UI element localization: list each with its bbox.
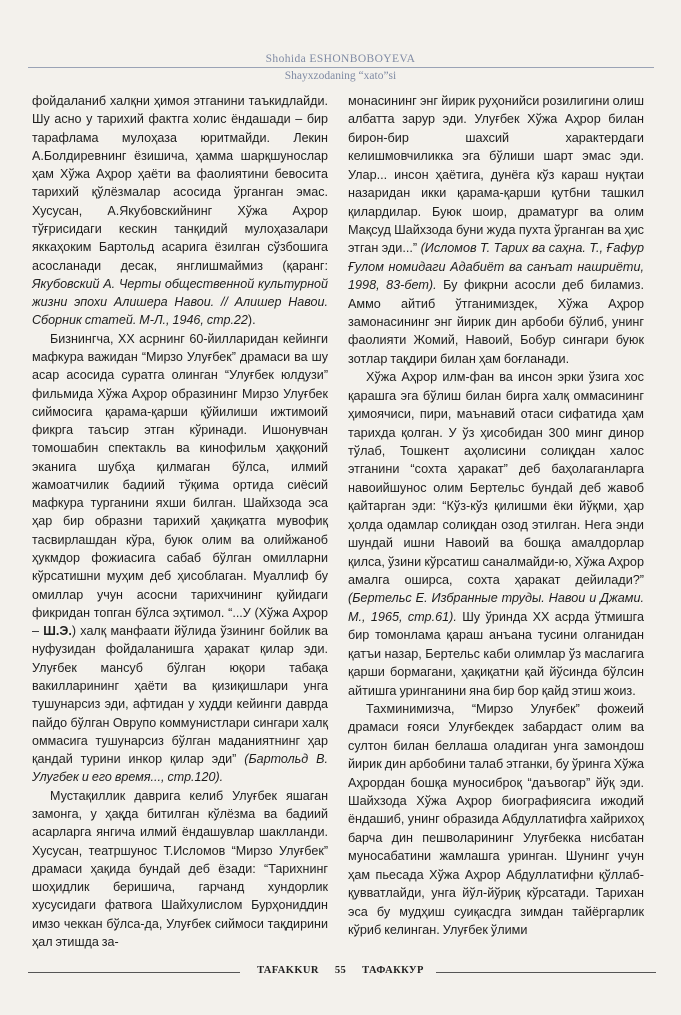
citation: (Исломов Т. Тарих ва саҳна. Т., Ғафур Ғулом номидаги Адабиёт ва санъат нашриёти, 1998, 83-бет). (348, 241, 644, 293)
text-run: монасининг энг йирик руҳонийси розилигини олиш албатта зарур эди. Улуғбек Хўжа Аҳрор билан бирон-бир шахсий характердаги келишмовчиликка эга бўлиши шарт эмас эди. Улар... инсон ҳаётига, дунёга кўз караш нуқтаи назаридан икки қарама-қарши қутбни ташкил қилардилар. Буюк шоир, драматург ва олим Мақсуд Шайхзода буни жуда пухта ўрганган ва ҳис этган эди...” (348, 94, 644, 256)
text-run: ) халқ манфаати йўлида ўзининг бойлик ва нуфузидан фойдаланишга ҳаракат қилар эди. Улуғбек мансуб бўлган юқори табақа вакилларининг ҳаёти ва қизиқишлари унга тушунарсиз эди, афтидан у худди кейинги даврда пайдо бўлган Оврупо коммунистлари сингари халқ оммасига тушунарсиз бўлган маданиятнинг ҳар қандай турини инкор қилар эди” (32, 624, 328, 767)
left-column (32, 92, 328, 951)
text-run: ). (247, 313, 256, 328)
footer-magazine-latin: TAFAKKUR (257, 965, 319, 976)
right-column (348, 92, 644, 939)
running-footer (0, 964, 681, 978)
running-header (0, 52, 681, 66)
footer-magazine-cyrillic: ТАФАККУР (362, 965, 424, 976)
text-run: Бизнингча, ХХ асрнинг 60-йилларидан кейинги мафкура важидан “Мирзо Улуғбек” драмаси ва шу асар асосида суратга олинган “Улуғбек юлдузи” фильмида Хўжа Аҳрор образининг Мирзо Улуғбек сиймосига қарама-қарши қўйилиши ижтимоий фикрга таъсир этган кўринади. Ишонувчан томошабин спектакль ва кинофильм ҳаққоний эканига шубҳа қилмаган бўлса, илмий жамоатчилик бадиий тўқима ортида сиёсий мафкура турганини яхши билган. Шайхзода эса ҳар бир образни тарихий ҳақиқатга мувофиқ тасвирлашдан кўра, буюк олим ва олийжаноб ҳукмдор фожиасига сабаб бўлган омилларни кўрсатишни муҳим деб ҳисоблаган. Муаллиф бу омиллар учун асосни тарихчининг қуйидаги фикридан топган бўлса эҳтимол. “...У (Хўжа Аҳрор – (32, 331, 328, 639)
left-paragraph-1 (32, 92, 328, 330)
header-article-title: Shayxzodaning “xato”si (284, 70, 397, 82)
left-paragraph-3: Мустақиллик даврига келиб Улуғбек яшаган замонга, у ҳақда битилган кўлёзма ва бадиий асарларга янгича илмий ёндашувлар шаклланди. Хусусан, театршунос Т.Исломов “Мирзо Улуғбек” драмаси ҳақида бундай деб ёзади: “Тарихнинг шоҳидлик беришича, гарчанд хундорлик хусусидаги фатвога Шайхулислом Бурҳониддин имзо чеккан бўлса-да, Улуғбек сиймоси тақдирини ҳал этишда за- (32, 788, 328, 949)
right-paragraph-3: Тахминимизча, “Мирзо Улуғбек” фожеий драмаси ғояси Улуғбекдек забардаст олим ва султон билан беллаша оладиган унга замондош йирик дин арбобини талаб этганки, бу ўринга Хўжа Аҳрордан бошқа муносиброқ “даъвогар” йўқ эди. Шайхзода Хўжа Аҳрор биографиясига ижодий ёндашиб, унинг образида Абдуллатифга хайрихоҳ барча дин пешволарининг Улуғбекка нисбатан муносабатини жамлашга уринган. Шунинг учун ҳам пьесада Хўжа Аҳрор Абдуллатифни қўллаб-қувватлайди, унга йўл-йўриқ кўрсатади. Тарихан эса бу мудҳиш суиқасдга зимдан тайёргарлик кўриб келинган. Улуғбек ўлими (348, 701, 644, 937)
text-run: фойдаланиб халқни ҳимоя этганини таъкидлайди. Шу асно у тарихий фактга холис ёндашади – бир тарафлама мулоҳаза юритмайди. Лекин А.Болдиревнинг ёзишича, ҳамма шарқшунослар ҳам Хўжа Аҳрор ҳаёти ва фаолиятини бевосита тарихий қўлёзмалар асосида ўрганган эмас. Хусусан, А.Якубовскийнинг Хўжа Аҳрор тўғрисидаги кескин танқидий мулоҳазалари яккаҳоким Бартольд асарига ёзилган сўзбошига асосланади десак, янглишмаймиз (қаранг: (32, 94, 328, 273)
header-author: Shohida ESHONBOBOYEVA (265, 53, 416, 65)
text-run: Хўжа Аҳрор илм-фан ва инсон эрки ўзига хос қарашга эга бўлиш билан бирга халқ оммасининг ҳимоячиси, пири, маънавий отаси сифатида ҳам тарихда қолган. У ўз ҳисобидан 300 минг динор тўлаб, Тошкент аҳолисини солиқдан халос этганини “сохта ҳаракат” деб баҳолаганларга навоийшунос олим Бертельс бундай деб жавоб қайтарган эди: “Кўз-кўз қилишми ёки йўқми, ҳар ҳолда одамлар солиқдан озод этилган. Нега энди шундай ишни Навоий ва бошқа амалдорлар қилса, ўзини кўрсатиш саналмайди-ю, Хўжа Аҳрор амалга оширса, сохта ҳаракат дейилади?” (348, 370, 644, 587)
citation: (Бертельс Е. Избранные труды. Навои и Джами. М., 1965, стр.61). (348, 591, 644, 624)
header-divider (28, 67, 654, 68)
page-number: 55 (334, 965, 347, 976)
right-paragraph-2 (348, 368, 644, 700)
citation: (Бартольд В. Улугбек и его время..., стр.120). (32, 752, 328, 785)
citation: Якубовский А. Черты общественной культурной жизни эпохи Алишера Навои. // Алишер Навои. Сборник статей. М-Л., 1946, стр.22 (32, 276, 328, 328)
text-run: Шу ўринда ХХ асрда ўтмишга бир томонлама қараш анъана тусини олганидан қатъи назар, Бертельс каби олимлар ўз маслагига қарши бормагани, ҳақиқатни қай йўсинда бўлсин айтишга уринганини яна бир бор қайд этиш жоиз. (348, 609, 644, 698)
author-initials: Ш.Э. (43, 624, 72, 639)
right-paragraph-1 (348, 92, 644, 368)
text-run: Бу фикрни асосли деб биламиз. Аммо айтиб ўтганимиздек, Хўжа Аҳрор замонасининг энг йирик дин арбоби бўлиб, унинг фаолияти Жомий, Навоий, Бобур сингари буюк зотлар тақдири билан ҳам боғланади. (348, 278, 644, 366)
left-paragraph-2 (32, 330, 328, 787)
